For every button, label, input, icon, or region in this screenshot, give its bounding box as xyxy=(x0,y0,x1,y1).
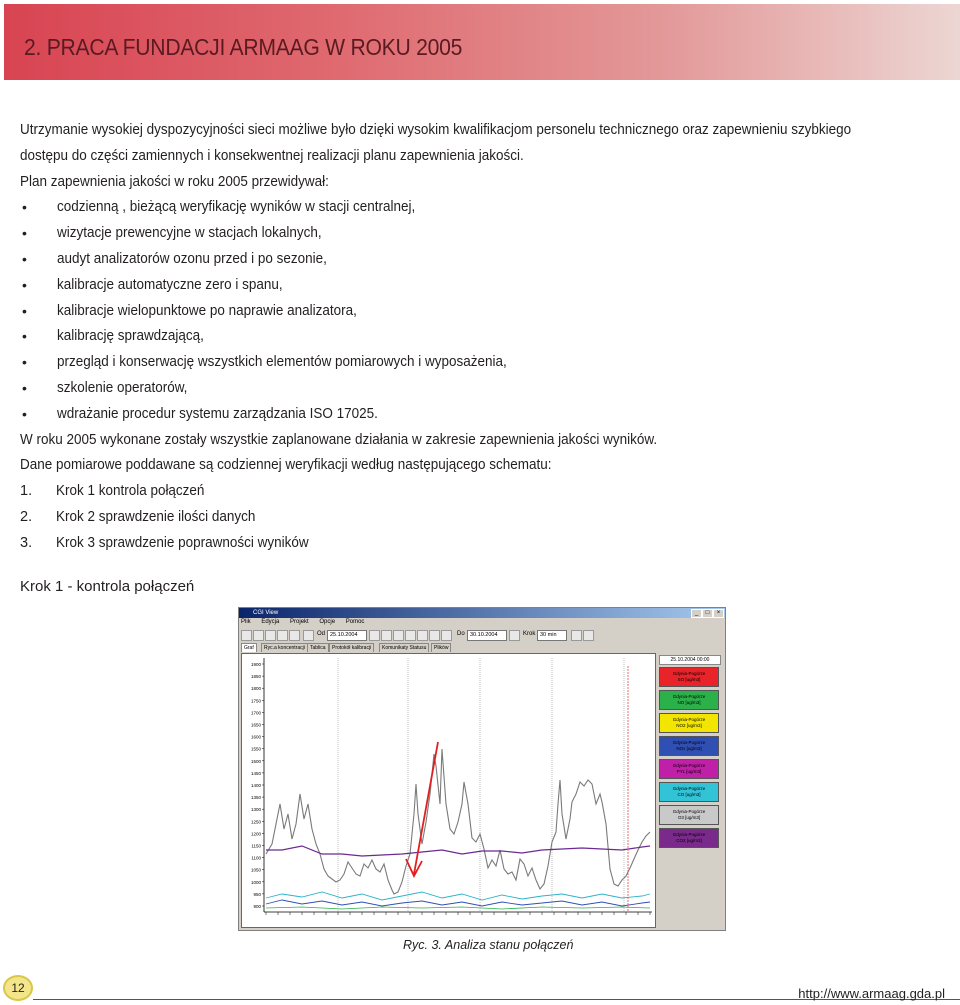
legend-sub: CO2 [ug/m3] xyxy=(676,838,702,843)
page-number: 12 xyxy=(3,975,33,1001)
intro-line-2: dostępu do części zamiennych i konsekwentnej realizacji planu zapewnienia jakości. xyxy=(20,147,524,164)
tab-plikow[interactable]: Plików xyxy=(431,643,451,652)
step-select[interactable]: 30 min xyxy=(537,630,567,641)
save-icon[interactable] xyxy=(253,630,264,641)
record-icon[interactable] xyxy=(405,630,416,641)
after-line-1: W roku 2005 wykonane zostały wszystkie zaplanowane działania w zakresie zapewnienia jakości wyników. xyxy=(20,431,658,448)
step-item: 3. Krok 3 sprawdzenie poprawności wyników xyxy=(20,534,309,551)
tab-graf[interactable]: Graf xyxy=(241,643,257,652)
y-tick-label: 1150 xyxy=(251,843,261,849)
y-tick-label: 1300 xyxy=(250,807,261,813)
menu-item[interactable]: Opcje xyxy=(319,619,336,625)
legend-sub: PYL [ug/m3] xyxy=(676,769,702,774)
tab-tablica[interactable]: Tablica xyxy=(307,643,329,652)
legend-label: Gdynia-Pogórze xyxy=(672,740,706,745)
body-text xyxy=(20,118,950,557)
intro-line-3: Plan zapewnienia jakości w roku 2005 przewidywał: xyxy=(20,173,329,190)
tab-komunikaty[interactable]: Komunikaty Statusu xyxy=(379,643,429,652)
open-icon[interactable] xyxy=(241,630,252,641)
series-blue-line xyxy=(266,900,650,906)
tab-protokol[interactable]: Protokół kalibracji xyxy=(329,643,374,652)
window-titlebar xyxy=(239,608,725,618)
legend-label: Gdynia-Pogórze xyxy=(672,809,706,814)
footer-url[interactable]: http://www.armaag.gda.pl xyxy=(798,986,945,1001)
from-date-field[interactable]: 25.10.2004 xyxy=(327,630,367,641)
bullet-item: • wizytacje prewencyjne w stacjach lokalnych, xyxy=(20,221,950,247)
y-tick-label: 1400 xyxy=(250,783,261,788)
next-icon[interactable] xyxy=(583,630,594,641)
minimize-icon[interactable]: _ xyxy=(691,609,702,618)
legend-label: Gdynia-Pogórze xyxy=(672,786,706,791)
legend-sub: CO [ug/m3] xyxy=(677,792,701,797)
section-heading: Krok 1 - kontrola połączeń xyxy=(20,578,195,595)
refresh-icon[interactable] xyxy=(277,630,288,641)
legend-label: Gdynia-Pogórze xyxy=(672,763,706,768)
grid-icon[interactable] xyxy=(429,630,440,641)
chart-icon[interactable] xyxy=(303,630,314,641)
stop-icon[interactable] xyxy=(417,630,428,641)
menu-bar xyxy=(241,619,373,628)
bullet-item: • codzienną , bieżącą weryfikację wyników w stacji centralnej, xyxy=(20,195,950,221)
y-tick-label: 1500 xyxy=(250,758,261,764)
y-axis-ticks xyxy=(251,662,264,909)
y-tick-label: 1050 xyxy=(250,867,261,873)
bullet-item: • kalibrację sprawdzającą, xyxy=(20,324,950,350)
side-date-label: 25.10.2004 00:00 xyxy=(659,655,721,665)
intro-line-1: Utrzymanie wysokiej dyspozycyjności sieci możliwe było dzięki wysokim kwalifikacjom personelu technicznego oraz zapewnieniu szybkiego xyxy=(20,122,852,138)
legend-entry[interactable] xyxy=(659,736,719,756)
y-tick-label: 950 xyxy=(253,891,261,897)
steps-list xyxy=(20,479,950,556)
series-green-line xyxy=(266,907,650,909)
figure-caption: Ryc. 3. Analiza stanu połączeń xyxy=(403,938,574,952)
y-tick-label: 900 xyxy=(253,904,261,909)
legend-entry[interactable] xyxy=(659,828,719,848)
y-tick-label: 1000 xyxy=(250,879,261,885)
header-band xyxy=(4,4,960,80)
back-icon[interactable] xyxy=(369,630,380,641)
legend-sub: SO [ug/m3] xyxy=(677,677,701,682)
window-title: CGI View xyxy=(253,610,279,616)
toolbar xyxy=(241,629,723,641)
x-axis-ticks xyxy=(266,912,650,915)
menu-item[interactable]: Plik xyxy=(241,619,251,625)
series-purple-line xyxy=(266,846,650,856)
legend-entry[interactable] xyxy=(659,713,719,733)
after-line-2: Dane pomiarowe poddawane są codziennej weryfikacji według następującego schematu: xyxy=(20,457,552,474)
plan-bullet-list xyxy=(20,195,950,427)
series-gray-line xyxy=(266,749,650,894)
bullet-item: • kalibracje wielopunktowe po naprawie analizatora, xyxy=(20,299,950,325)
print-icon[interactable] xyxy=(265,630,276,641)
y-tick-label: 1550 xyxy=(250,746,261,752)
legend-label: Gdynia-Pogórze xyxy=(672,694,706,699)
y-tick-label: 1100 xyxy=(251,855,261,861)
legend-sub: NO2 [ug/m3] xyxy=(676,723,702,728)
to-label: Do xyxy=(457,631,465,637)
legend-sub: NOx [ug/m3] xyxy=(676,746,702,751)
legend-entry[interactable] xyxy=(659,667,719,687)
time-series-plot xyxy=(242,654,655,927)
legend-label: Gdynia-Pogórze xyxy=(672,671,706,676)
y-tick-label: 1850 xyxy=(250,674,261,680)
table-icon[interactable] xyxy=(441,630,452,641)
bullet-item: • wdrażanie procedur systemu zarządzania ISO 17025. xyxy=(20,402,950,428)
calendar-icon[interactable] xyxy=(509,630,520,641)
step-item: 2. Krok 2 sprawdzenie ilości danych xyxy=(20,508,256,525)
y-tick-label: 1800 xyxy=(250,686,261,692)
y-tick-label: 1650 xyxy=(250,722,261,728)
settings-icon[interactable] xyxy=(289,630,300,641)
y-tick-label: 1200 xyxy=(250,831,261,837)
from-label: Od xyxy=(317,631,326,637)
bullet-item: • audyt analizatorów ozonu przed i po sezonie, xyxy=(20,247,950,273)
legend-sub: O3 [ug/m3] xyxy=(677,815,701,820)
day-gridlines xyxy=(338,658,624,912)
application-screenshot xyxy=(238,607,726,931)
legend-entry[interactable] xyxy=(659,690,719,710)
to-date-field[interactable]: 30.10.2004 xyxy=(467,630,507,641)
legend-panel xyxy=(657,653,722,926)
menu-item[interactable]: Projekt xyxy=(290,619,309,625)
series-cyan-line xyxy=(266,892,650,900)
tab-koncentracji[interactable]: Ryc.a koncentracji xyxy=(261,643,308,652)
y-tick-label: 1350 xyxy=(250,795,261,801)
legend-label: Gdynia-Pogórze xyxy=(672,717,706,722)
forward-icon[interactable] xyxy=(381,630,392,641)
y-tick-label: 1450 xyxy=(250,770,261,776)
bullet-item: • przegląd i konserwację wszystkich elementów pomiarowych i wyposażenia, xyxy=(20,350,950,376)
prev-icon[interactable] xyxy=(571,630,582,641)
step-item: 1. Krok 1 kontrola połączeń xyxy=(20,483,205,500)
close-icon[interactable]: × xyxy=(713,609,724,618)
menu-item[interactable]: Pomoc xyxy=(345,619,365,625)
y-tick-label: 1700 xyxy=(250,710,261,716)
bullet-item: • kalibracje automatyczne zero i spanu, xyxy=(20,273,950,299)
y-tick-label: 1600 xyxy=(250,734,261,740)
y-tick-label: 1900 xyxy=(250,662,261,667)
zoom-icon[interactable] xyxy=(393,630,404,641)
plot-area xyxy=(241,653,656,928)
legend-sub: NO [ug/m3] xyxy=(677,700,701,705)
bullet-item: • szkolenie operatorów, xyxy=(20,376,950,402)
page-title: 2. PRACA FUNDACJI ARMAAG W ROKU 2005 xyxy=(24,34,463,60)
legend-entry[interactable] xyxy=(659,782,719,802)
menu-item[interactable]: Edycja xyxy=(261,619,280,625)
y-tick-label: 1750 xyxy=(250,698,261,704)
y-tick-label: 1250 xyxy=(250,819,261,825)
legend-entry[interactable] xyxy=(659,805,719,825)
legend-label: Gdynia-Pogórze xyxy=(672,832,706,837)
maximize-icon[interactable]: □ xyxy=(702,609,713,618)
legend-entry[interactable] xyxy=(659,759,719,779)
step-label: Krok xyxy=(523,631,536,637)
